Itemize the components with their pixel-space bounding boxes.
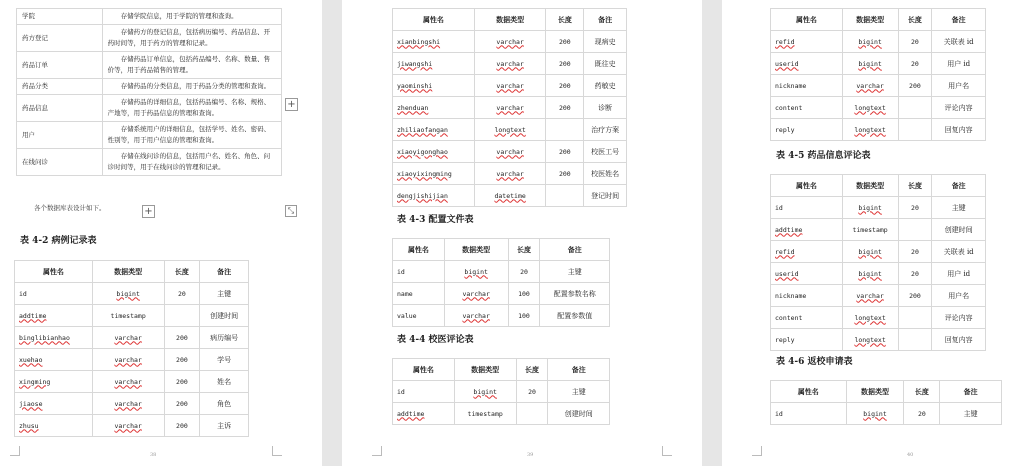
length-cell[interactable]: 200 [546,53,584,75]
table-row[interactable] [771,307,986,329]
data-type-cell[interactable]: bigint [842,197,898,219]
data-type-cell[interactable]: varchar [92,349,164,371]
length-cell[interactable] [898,97,932,119]
column-header[interactable]: 长度 [508,239,540,261]
column-header[interactable]: 数据类型 [454,359,516,381]
table-row[interactable] [17,52,282,79]
remark-cell[interactable]: 评论内容 [932,97,986,119]
data-type-cell[interactable]: varchar [474,141,546,163]
field-name-cell[interactable]: userid [771,53,843,75]
column-header[interactable]: 备注 [200,261,249,283]
length-cell[interactable]: 20 [898,53,932,75]
data-type-cell[interactable]: varchar [444,305,508,327]
length-cell[interactable]: 200 [546,163,584,185]
table-row[interactable] [771,329,986,351]
module-name-cell[interactable]: 药品信息 [17,95,103,122]
column-header[interactable]: 属性名 [393,359,455,381]
table-header-row [771,9,986,31]
drug-comment-table[interactable] [770,174,986,351]
page-number: 39 [527,452,534,458]
module-name-cell[interactable]: 用户 [17,122,103,149]
table-row[interactable] [393,381,610,403]
table-row[interactable] [771,241,986,263]
data-type-cell[interactable]: timestamp [92,305,164,327]
data-type-cell[interactable]: varchar [842,75,898,97]
data-type-cell[interactable]: timestamp [842,219,898,241]
length-cell[interactable]: 200 [546,75,584,97]
length-cell[interactable]: 200 [164,393,200,415]
document-page-40 [722,0,1024,466]
table-row[interactable] [393,31,627,53]
length-cell[interactable] [516,403,548,425]
length-cell[interactable]: 20 [508,261,540,283]
doctor-comment-table[interactable] [392,358,610,425]
page-number: 38 [150,452,157,458]
field-name-cell[interactable]: addtime [15,305,93,327]
table-row[interactable] [15,349,249,371]
field-name-cell[interactable]: addtime [393,403,455,425]
table-row[interactable] [15,327,249,349]
column-header[interactable]: 数据类型 [474,9,546,31]
table-row[interactable] [393,53,627,75]
table-row[interactable] [771,119,986,141]
page-corner-mark [662,446,672,456]
table-row[interactable] [771,75,986,97]
remark-cell[interactable]: 校医姓名 [584,163,627,185]
table-resize-handle[interactable]: ⤡ [285,205,297,217]
remark-cell[interactable]: 用户 id [932,53,986,75]
module-name-cell[interactable]: 在线问诊 [17,149,103,176]
module-description-table[interactable] [16,8,282,176]
module-name-cell[interactable]: 药品订单 [17,52,103,79]
field-name-cell[interactable]: refid [771,31,843,53]
length-cell[interactable] [898,219,932,241]
module-desc-cell[interactable]: 存储系统用户的详细信息，包括学号、姓名、密码、性别等，用于用户信息的管理和查询。 [102,122,281,149]
remark-cell[interactable]: 创建时间 [932,219,986,241]
length-cell[interactable]: 20 [904,403,940,425]
remark-cell[interactable]: 主键 [200,283,249,305]
length-cell[interactable]: 20 [898,241,932,263]
remark-cell[interactable]: 关联表 id [932,31,986,53]
module-desc-cell[interactable]: 存储学院信息，用于学院的管理和查询。 [102,9,281,25]
column-header[interactable]: 数据类型 [846,381,904,403]
field-name-cell[interactable]: addtime [771,219,843,241]
data-type-cell[interactable]: bigint [444,261,508,283]
page-corner-mark [752,446,762,456]
length-cell[interactable]: 200 [898,75,932,97]
remark-cell[interactable]: 回复内容 [932,329,986,351]
field-name-cell[interactable]: yaominshi [393,75,475,97]
table-row[interactable] [771,53,986,75]
case-record-table-continued[interactable] [392,8,627,207]
config-file-table[interactable] [392,238,610,327]
column-header[interactable]: 数据类型 [92,261,164,283]
field-name-cell[interactable]: xingming [15,371,93,393]
column-header[interactable]: 属性名 [771,9,843,31]
table-header-row [393,9,627,31]
table-row[interactable] [17,149,282,176]
column-header[interactable]: 属性名 [771,175,843,197]
remark-cell[interactable]: 用户 id [932,263,986,285]
table-row[interactable] [17,79,282,95]
length-cell[interactable]: 20 [516,381,548,403]
length-cell[interactable] [164,305,200,327]
column-header[interactable]: 长度 [546,9,584,31]
module-name-cell[interactable]: 药品分类 [17,79,103,95]
data-type-cell[interactable]: bigint [842,53,898,75]
module-desc-cell[interactable]: 存储药品订单信息，包括药品编号、名称、数量、售价等，用于药品销售的管理。 [102,52,281,79]
column-header[interactable]: 数据类型 [444,239,508,261]
table-row[interactable] [15,371,249,393]
field-name-cell[interactable]: zhenduan [393,97,475,119]
length-cell[interactable]: 100 [508,305,540,327]
column-header[interactable]: 属性名 [15,261,93,283]
length-cell[interactable]: 20 [164,283,200,305]
table-row[interactable] [393,283,610,305]
module-name-cell[interactable]: 学院 [17,9,103,25]
table-header-row [393,239,610,261]
column-header[interactable]: 备注 [932,175,986,197]
field-name-cell[interactable]: refid [771,241,843,263]
module-desc-cell[interactable]: 存储药品的详细信息，包括药品编号、名称、规格、产地等，用于药品信息的管理和查询。 [102,95,281,122]
remark-cell[interactable]: 主诉 [200,415,249,437]
table-row[interactable] [771,285,986,307]
table-row[interactable] [15,283,249,305]
table-caption-4-5: 表 4-5 药品信息评论表 [776,151,871,161]
table-caption-4-2: 表 4-2 病例记录表 [20,236,97,246]
field-name-cell[interactable]: dengjishijian [393,185,475,207]
module-desc-cell[interactable]: 存储药品的分类信息，用于药品分类的管理和查询。 [102,79,281,95]
field-name-cell[interactable]: name [393,283,445,305]
data-type-cell[interactable]: longtext [842,307,898,329]
add-column-button[interactable]: + [285,98,298,111]
document-page-39 [342,0,702,466]
field-name-cell[interactable]: zhusu [15,415,93,437]
data-type-cell[interactable]: bigint [842,263,898,285]
data-type-cell[interactable]: varchar [444,283,508,305]
length-cell[interactable]: 200 [164,415,200,437]
remark-cell[interactable]: 配置参数名称 [540,283,610,305]
remark-cell[interactable]: 用户名 [932,75,986,97]
remark-cell[interactable]: 既往史 [584,53,627,75]
table-row[interactable] [393,119,627,141]
remark-cell[interactable]: 角色 [200,393,249,415]
table-row[interactable] [393,75,627,97]
remark-cell[interactable]: 配置参数值 [540,305,610,327]
table-row[interactable] [771,219,986,241]
page-corner-mark [372,446,382,456]
data-type-cell[interactable]: varchar [474,75,546,97]
field-name-cell[interactable]: content [771,97,843,119]
data-type-cell[interactable]: varchar [842,285,898,307]
data-type-cell[interactable]: varchar [474,31,546,53]
table-row[interactable] [771,197,986,219]
table-row[interactable] [393,185,627,207]
column-header[interactable]: 备注 [932,9,986,31]
table-row[interactable] [17,9,282,25]
column-header[interactable]: 备注 [584,9,627,31]
length-cell[interactable]: 100 [508,283,540,305]
data-type-cell[interactable]: varchar [474,163,546,185]
data-type-cell[interactable]: bigint [92,283,164,305]
column-header[interactable]: 属性名 [393,9,475,31]
column-header[interactable]: 属性名 [393,239,445,261]
doctor-comment-table-continued[interactable] [770,8,986,141]
remark-cell[interactable]: 病历编号 [200,327,249,349]
remark-cell[interactable]: 创建时间 [200,305,249,327]
data-type-cell[interactable]: varchar [92,393,164,415]
page-corner-mark [272,446,282,456]
remark-cell[interactable]: 校医工号 [584,141,627,163]
column-header[interactable]: 数据类型 [842,175,898,197]
data-type-cell[interactable]: varchar [92,371,164,393]
length-cell[interactable] [898,329,932,351]
intro-text: 各个数据库表设计如下。 [34,204,106,212]
table-row[interactable] [771,263,986,285]
remark-cell[interactable]: 现病史 [584,31,627,53]
field-name-cell[interactable]: id [15,283,93,305]
remark-cell[interactable]: 诊断 [584,97,627,119]
field-name-cell[interactable]: reply [771,329,843,351]
data-type-cell[interactable]: longtext [842,119,898,141]
column-header[interactable]: 数据类型 [842,9,898,31]
remark-cell[interactable]: 登记时间 [584,185,627,207]
column-header[interactable]: 属性名 [771,381,847,403]
length-cell[interactable]: 200 [164,349,200,371]
table-row[interactable] [15,393,249,415]
field-name-cell[interactable]: id [771,403,847,425]
length-cell[interactable]: 200 [164,371,200,393]
field-name-cell[interactable]: nickname [771,75,843,97]
remark-cell[interactable]: 药敏史 [584,75,627,97]
column-header[interactable]: 长度 [904,381,940,403]
table-caption-4-3: 表 4-3 配置文件表 [397,215,474,225]
table-caption-4-4: 表 4-4 校医评论表 [397,335,474,345]
table-row[interactable] [393,261,610,283]
data-type-cell[interactable]: bigint [846,403,904,425]
data-type-cell[interactable]: varchar [92,415,164,437]
field-name-cell[interactable]: id [771,197,843,219]
return-application-table[interactable] [770,380,1002,425]
table-caption-4-6: 表 4-6 返校申请表 [776,357,853,367]
table-row[interactable] [771,97,986,119]
data-type-cell[interactable]: varchar [92,327,164,349]
table-row[interactable] [15,305,249,327]
field-name-cell[interactable]: content [771,307,843,329]
remark-cell[interactable]: 姓名 [200,371,249,393]
remark-cell[interactable]: 主键 [940,403,1002,425]
remark-cell[interactable]: 关联表 id [932,241,986,263]
module-name-cell[interactable]: 药方登记 [17,25,103,52]
data-type-cell[interactable]: bigint [842,31,898,53]
remark-cell[interactable]: 回复内容 [932,119,986,141]
table-row[interactable] [393,97,627,119]
add-row-button[interactable]: + [142,205,155,218]
table-row[interactable] [17,25,282,52]
length-cell[interactable] [898,307,932,329]
document-page-38 [0,0,322,466]
length-cell[interactable]: 200 [546,141,584,163]
remark-cell[interactable]: 学号 [200,349,249,371]
length-cell[interactable] [546,119,584,141]
module-desc-cell[interactable]: 存储在线问诊的信息，包括用户名、姓名、角色、问诊时间等，用于在线问诊的管理和记录。 [102,149,281,176]
column-header[interactable]: 长度 [898,9,932,31]
remark-cell[interactable]: 主键 [540,261,610,283]
module-desc-cell[interactable]: 存储药方的登记信息，包括病历编号、药品信息、开药时间等，用于药方的管理和记录。 [102,25,281,52]
field-name-cell[interactable]: binglibianhao [15,327,93,349]
field-name-cell[interactable]: xiaoyigonghao [393,141,475,163]
data-type-cell[interactable]: longtext [474,119,546,141]
field-name-cell[interactable]: id [393,261,445,283]
data-type-cell[interactable]: datetime [474,185,546,207]
table-header-row [771,381,1002,403]
field-name-cell[interactable]: zhiliaofangan [393,119,475,141]
field-name-cell[interactable]: value [393,305,445,327]
column-header[interactable]: 长度 [516,359,548,381]
field-name-cell[interactable]: userid [771,263,843,285]
table-header-row [771,175,986,197]
remark-cell[interactable]: 治疗方案 [584,119,627,141]
data-type-cell[interactable]: timestamp [454,403,516,425]
field-name-cell[interactable]: jiwangshi [393,53,475,75]
column-header[interactable]: 长度 [898,175,932,197]
data-type-cell[interactable]: longtext [842,329,898,351]
length-cell[interactable]: 200 [898,285,932,307]
table-row[interactable] [17,95,282,122]
table-row[interactable] [393,141,627,163]
data-type-cell[interactable]: varchar [474,53,546,75]
field-name-cell[interactable]: xianbingshi [393,31,475,53]
remark-cell[interactable]: 主键 [932,197,986,219]
length-cell[interactable]: 20 [898,263,932,285]
table-row[interactable] [393,305,610,327]
data-type-cell[interactable]: longtext [842,97,898,119]
length-cell[interactable]: 200 [546,31,584,53]
length-cell[interactable]: 20 [898,31,932,53]
field-name-cell[interactable]: jiaose [15,393,93,415]
data-type-cell[interactable]: bigint [842,241,898,263]
length-cell[interactable]: 200 [164,327,200,349]
field-name-cell[interactable]: nickname [771,285,843,307]
column-header[interactable]: 长度 [164,261,200,283]
table-row[interactable] [771,31,986,53]
page-corner-mark [10,446,20,456]
remark-cell[interactable]: 创建时间 [548,403,610,425]
field-name-cell[interactable]: id [393,381,455,403]
data-type-cell[interactable]: bigint [454,381,516,403]
remark-cell[interactable]: 用户名 [932,285,986,307]
remark-cell[interactable]: 评论内容 [932,307,986,329]
field-name-cell[interactable]: xiaoyixingming [393,163,475,185]
table-row[interactable] [17,122,282,149]
length-cell[interactable]: 200 [546,97,584,119]
length-cell[interactable] [898,119,932,141]
table-header-row [393,359,610,381]
table-row[interactable] [771,403,1002,425]
data-type-cell[interactable]: varchar [474,97,546,119]
length-cell[interactable] [546,185,584,207]
column-header[interactable]: 备注 [540,239,610,261]
remark-cell[interactable]: 主键 [548,381,610,403]
field-name-cell[interactable]: reply [771,119,843,141]
table-row[interactable] [393,163,627,185]
table-row[interactable] [393,403,610,425]
field-name-cell[interactable]: xuehao [15,349,93,371]
page-number: 40 [907,452,914,458]
length-cell[interactable]: 20 [898,197,932,219]
column-header[interactable]: 备注 [940,381,1002,403]
case-record-table[interactable] [14,260,249,437]
table-header-row [15,261,249,283]
table-row[interactable] [15,415,249,437]
column-header[interactable]: 备注 [548,359,610,381]
